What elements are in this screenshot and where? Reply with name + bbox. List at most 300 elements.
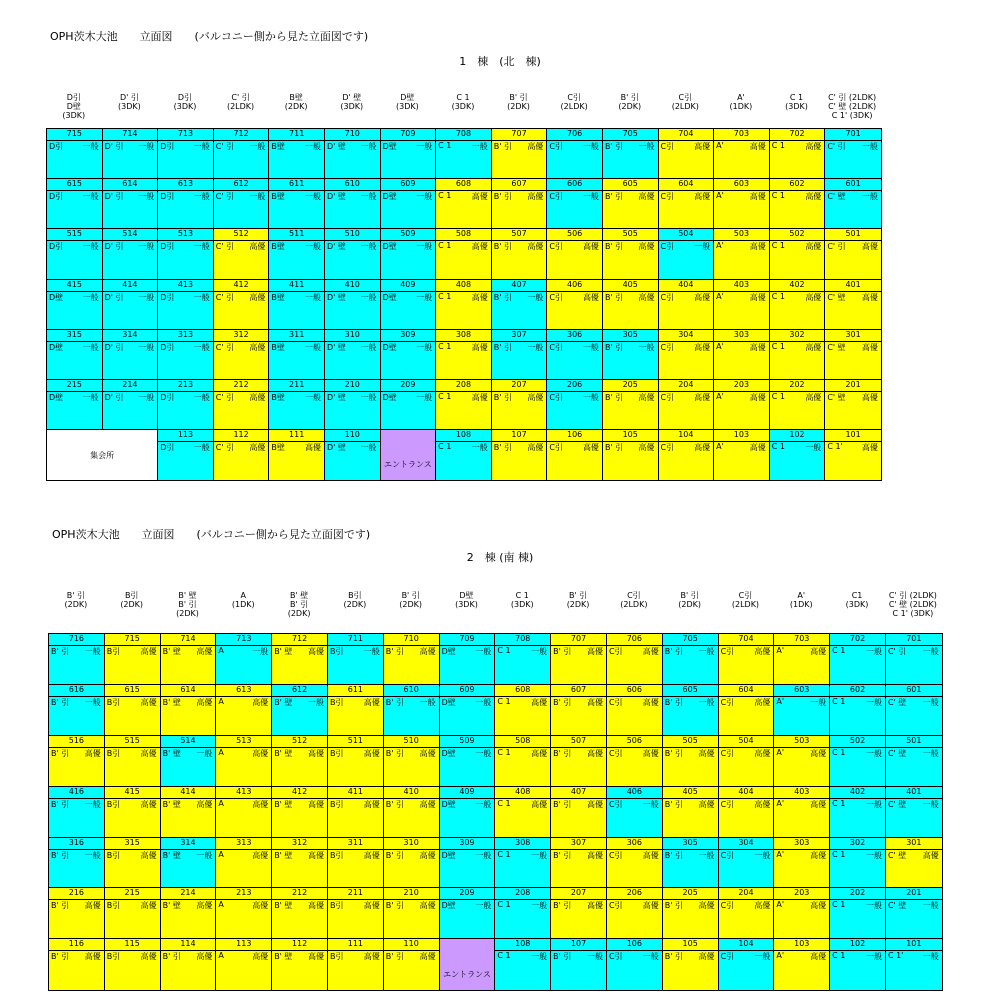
unit-cell[interactable] [603, 179, 659, 229]
unit-cell[interactable] [774, 787, 830, 838]
unit-cell[interactable] [269, 330, 325, 380]
unit-cell[interactable] [607, 939, 663, 990]
unit-cell[interactable] [103, 280, 159, 330]
unit-type: B' 引 [51, 850, 70, 860]
unit-priority: 高優 [694, 192, 711, 202]
unit-cell[interactable] [830, 888, 886, 939]
unit-cell[interactable] [825, 280, 881, 330]
unit-type: B' 引 [664, 850, 683, 860]
unit-cell[interactable] [381, 380, 437, 430]
unit-cell[interactable] [105, 838, 161, 889]
unit-cell[interactable] [328, 787, 384, 838]
building2-elevation-grid [48, 633, 943, 991]
unit-cell[interactable] [214, 280, 270, 330]
unit-cell[interactable] [47, 179, 103, 229]
unit-cell[interactable] [328, 939, 384, 990]
unit-cell[interactable] [381, 179, 437, 229]
unit-cell[interactable] [607, 787, 663, 838]
unit-cell[interactable] [49, 838, 105, 889]
unit-type: C' 壁 [827, 342, 846, 352]
floor-row [47, 380, 881, 430]
unit-cell[interactable] [774, 939, 830, 990]
unit-cell[interactable] [269, 229, 325, 279]
unit-cell[interactable] [886, 685, 942, 736]
unit-cell[interactable] [381, 129, 437, 179]
unit-cell[interactable] [161, 685, 217, 736]
unit-cell[interactable] [663, 685, 719, 736]
unit-cell[interactable] [886, 939, 942, 990]
unit-cell[interactable] [216, 838, 272, 889]
unit-cell[interactable] [384, 736, 440, 787]
unit-cell[interactable] [663, 736, 719, 787]
unit-cell[interactable] [381, 330, 437, 380]
unit-number: 302 [830, 838, 885, 850]
unit-cell[interactable] [105, 634, 161, 685]
unit-number: 412 [272, 787, 327, 799]
unit-cell[interactable] [492, 380, 548, 430]
unit-type: C 1 [771, 141, 785, 150]
unit-cell[interactable] [663, 634, 719, 685]
unit-cell[interactable] [436, 179, 492, 229]
unit-priority: 高優 [861, 292, 878, 302]
unit-cell[interactable] [663, 888, 719, 939]
unit-number: 512 [214, 229, 269, 241]
unit-type: B' 引 [51, 647, 70, 656]
unit-type: D壁 [49, 392, 64, 402]
unit-type: C 1 [438, 241, 452, 251]
unit-cell[interactable] [269, 280, 325, 330]
unit-cell[interactable] [47, 330, 103, 380]
unit-cell[interactable] [825, 129, 881, 179]
unit-cell[interactable] [384, 838, 440, 889]
unit-cell[interactable] [272, 888, 328, 939]
unit-number: 213 [216, 888, 271, 900]
unit-number: 608 [436, 179, 491, 191]
unit-cell[interactable] [607, 736, 663, 787]
unit-cell[interactable] [659, 280, 715, 330]
unit-cell[interactable] [774, 634, 830, 685]
unit-cell[interactable] [384, 634, 440, 685]
unit-priority: 一般 [82, 242, 99, 252]
unit-cell[interactable] [105, 939, 161, 990]
unit-cell[interactable] [719, 838, 775, 889]
unit-cell[interactable] [436, 229, 492, 279]
unit-cell[interactable] [272, 736, 328, 787]
unit-cell[interactable] [440, 634, 496, 685]
unit-cell[interactable] [492, 280, 548, 330]
unit-cell[interactable] [825, 179, 881, 229]
unit-cell[interactable] [328, 736, 384, 787]
unit-number: 615 [47, 179, 102, 191]
unit-priority: 一般 [642, 799, 659, 809]
unit-cell[interactable] [158, 280, 214, 330]
unit-cell[interactable] [158, 330, 214, 380]
unit-cell[interactable] [603, 380, 659, 430]
unit-cell[interactable] [214, 330, 270, 380]
unit-cell[interactable] [886, 634, 942, 685]
unit-priority: 一般 [304, 242, 321, 252]
unit-number: 311 [328, 838, 383, 850]
unit-cell[interactable] [325, 430, 381, 480]
unit-cell[interactable] [607, 634, 663, 685]
unit-priority: 高優 [307, 901, 324, 911]
unit-cell[interactable] [325, 380, 381, 430]
unit-cell[interactable] [161, 888, 217, 939]
unit-cell[interactable] [830, 787, 886, 838]
unit-priority: 一般 [475, 748, 492, 758]
unit-cell[interactable] [161, 838, 217, 889]
unit-cell[interactable] [105, 736, 161, 787]
unit-number: 710 [325, 129, 380, 141]
unit-cell[interactable] [269, 380, 325, 430]
unit-cell[interactable] [659, 430, 715, 480]
unit-cell[interactable] [495, 939, 551, 990]
unit-cell[interactable] [216, 939, 272, 990]
unit-cell[interactable] [440, 888, 496, 939]
unit-cell[interactable] [830, 838, 886, 889]
unit-number: 201 [886, 888, 942, 900]
unit-cell[interactable] [328, 838, 384, 889]
unit-cell[interactable] [492, 179, 548, 229]
unit-priority: 高優 [586, 748, 603, 758]
unit-cell[interactable] [103, 330, 159, 380]
unit-number: 304 [719, 838, 774, 850]
unit-cell[interactable] [770, 129, 826, 179]
unit-type: B' 引 [385, 799, 405, 809]
unit-priority: 高優 [471, 342, 488, 352]
unit-type: C引 [549, 292, 563, 302]
unit-number: 503 [714, 229, 769, 241]
unit-cell[interactable] [47, 129, 103, 179]
unit-type: C 1 [832, 900, 846, 910]
unit-priority: 高優 [252, 901, 269, 911]
unit-cell[interactable] [603, 330, 659, 380]
column-header: C引 (2LDK) [731, 591, 760, 609]
unit-cell[interactable] [325, 229, 381, 279]
unit-priority: 一般 [416, 292, 433, 302]
unit-cell[interactable] [272, 939, 328, 990]
unit-cell[interactable] [547, 330, 603, 380]
unit-cell[interactable] [663, 838, 719, 889]
unit-cell[interactable] [603, 280, 659, 330]
unit-priority: 高優 [749, 443, 766, 453]
unit-number: 211 [328, 888, 383, 900]
unit-cell[interactable] [158, 129, 214, 179]
unit-type: B引 [329, 952, 344, 962]
unit-cell[interactable] [770, 179, 826, 229]
unit-cell[interactable] [381, 229, 437, 279]
unit-cell[interactable] [492, 430, 548, 480]
entrance-cell [440, 939, 496, 990]
unit-cell[interactable] [547, 380, 603, 430]
unit-cell[interactable] [547, 430, 603, 480]
unit-cell[interactable] [714, 380, 770, 430]
unit-cell[interactable] [105, 787, 161, 838]
unit-number: 104 [719, 939, 774, 951]
unit-cell[interactable] [547, 179, 603, 229]
unit-type: C引 [720, 748, 735, 758]
unit-cell[interactable] [714, 179, 770, 229]
unit-cell[interactable] [603, 129, 659, 179]
unit-type: B' 引 [664, 748, 683, 758]
unit-type: D' 壁 [326, 142, 346, 151]
unit-cell[interactable] [161, 939, 217, 990]
unit-number: 302 [770, 330, 825, 342]
unit-cell[interactable] [49, 736, 105, 787]
unit-cell[interactable] [49, 634, 105, 685]
unit-cell[interactable] [492, 229, 548, 279]
unit-cell[interactable] [551, 888, 607, 939]
unit-cell[interactable] [384, 685, 440, 736]
unit-cell[interactable] [714, 330, 770, 380]
unit-type: A' [776, 646, 785, 655]
unit-cell[interactable] [719, 888, 775, 939]
unit-type: B' 引 [664, 799, 683, 809]
unit-cell[interactable] [214, 430, 270, 480]
unit-cell[interactable] [216, 685, 272, 736]
unit-cell[interactable] [551, 787, 607, 838]
unit-cell[interactable] [214, 129, 270, 179]
unit-cell[interactable] [49, 685, 105, 736]
unit-priority: 高優 [140, 901, 157, 911]
unit-cell[interactable] [384, 888, 440, 939]
unit-cell[interactable] [325, 179, 381, 229]
unit-cell[interactable] [440, 736, 496, 787]
unit-type: B' 壁 [162, 647, 181, 656]
unit-cell[interactable] [770, 280, 826, 330]
unit-cell[interactable] [886, 787, 942, 838]
unit-cell[interactable] [328, 685, 384, 736]
unit-cell[interactable] [830, 685, 886, 736]
unit-cell[interactable] [272, 634, 328, 685]
unit-cell[interactable] [886, 838, 942, 889]
unit-cell[interactable] [659, 179, 715, 229]
unit-priority: 一般 [249, 192, 266, 202]
unit-cell[interactable] [328, 888, 384, 939]
unit-cell[interactable] [47, 380, 103, 430]
unit-cell[interactable] [384, 787, 440, 838]
unit-cell[interactable] [830, 634, 886, 685]
unit-priority: 一般 [475, 697, 492, 707]
unit-type: C引 [608, 952, 623, 962]
unit-number: 705 [663, 634, 718, 646]
unit-cell[interactable] [269, 179, 325, 229]
unit-number: 407 [492, 280, 547, 292]
unit-cell[interactable] [551, 939, 607, 990]
unit-cell[interactable] [492, 330, 548, 380]
unit-priority: 高優 [642, 647, 659, 656]
unit-type: C 1 [771, 291, 785, 301]
unit-type: B' 引 [664, 952, 683, 962]
unit-cell[interactable] [161, 736, 217, 787]
unit-cell[interactable] [659, 330, 715, 380]
unit-cell[interactable] [886, 736, 942, 787]
unit-type: D引 [49, 192, 64, 202]
unit-cell[interactable] [495, 888, 551, 939]
unit-priority: 一般 [922, 748, 939, 758]
unit-cell[interactable] [830, 939, 886, 990]
unit-type: B' 引 [385, 952, 405, 962]
unit-cell[interactable] [158, 179, 214, 229]
unit-cell[interactable] [659, 129, 715, 179]
unit-cell[interactable] [272, 838, 328, 889]
unit-cell[interactable] [830, 736, 886, 787]
unit-number: 203 [714, 380, 769, 392]
unit-cell[interactable] [770, 430, 826, 480]
unit-cell[interactable] [269, 129, 325, 179]
unit-cell[interactable] [825, 430, 881, 480]
unit-cell[interactable] [603, 229, 659, 279]
unit-cell[interactable] [774, 838, 830, 889]
unit-cell[interactable] [105, 888, 161, 939]
unit-cell[interactable] [269, 430, 325, 480]
unit-cell[interactable] [663, 939, 719, 990]
unit-cell[interactable] [105, 685, 161, 736]
unit-type: B' 引 [162, 952, 181, 962]
unit-cell[interactable] [659, 380, 715, 430]
unit-cell[interactable] [547, 280, 603, 330]
unit-number: 515 [47, 229, 102, 241]
unit-cell[interactable] [214, 229, 270, 279]
unit-priority: 高優 [307, 799, 324, 809]
unit-number: 407 [551, 787, 606, 799]
unit-type: C 1 [771, 442, 785, 452]
unit-cell[interactable] [440, 838, 496, 889]
unit-number: 113 [158, 430, 213, 442]
unit-cell[interactable] [607, 685, 663, 736]
unit-cell[interactable] [49, 939, 105, 990]
unit-cell[interactable] [272, 685, 328, 736]
unit-cell[interactable] [436, 380, 492, 430]
unit-cell[interactable] [825, 229, 881, 279]
unit-cell[interactable] [495, 736, 551, 787]
unit-cell[interactable] [436, 129, 492, 179]
column-header: D壁 (3DK) [395, 93, 419, 111]
unit-number: 713 [158, 129, 213, 141]
unit-cell[interactable] [719, 787, 775, 838]
unit-cell[interactable] [714, 430, 770, 480]
unit-cell[interactable] [551, 838, 607, 889]
unit-cell[interactable] [47, 280, 103, 330]
unit-cell[interactable] [719, 685, 775, 736]
unit-cell[interactable] [774, 685, 830, 736]
unit-cell[interactable] [659, 229, 715, 279]
unit-cell[interactable] [325, 330, 381, 380]
unit-cell[interactable] [216, 736, 272, 787]
unit-cell[interactable] [103, 129, 159, 179]
unit-cell[interactable] [325, 129, 381, 179]
unit-cell[interactable] [825, 330, 881, 380]
unit-cell[interactable] [495, 787, 551, 838]
unit-cell[interactable] [440, 685, 496, 736]
unit-cell[interactable] [607, 838, 663, 889]
unit-number: 202 [770, 380, 825, 392]
unit-number: 316 [49, 838, 104, 850]
unit-cell[interactable] [103, 179, 159, 229]
unit-cell[interactable] [825, 380, 881, 430]
unit-cell[interactable] [495, 685, 551, 736]
unit-cell[interactable] [714, 129, 770, 179]
unit-cell[interactable] [158, 430, 214, 480]
unit-cell[interactable] [774, 888, 830, 939]
unit-cell[interactable] [495, 838, 551, 889]
unit-cell[interactable] [381, 280, 437, 330]
unit-cell[interactable] [603, 430, 659, 480]
unit-cell[interactable] [436, 280, 492, 330]
unit-cell[interactable] [714, 280, 770, 330]
unit-cell[interactable] [272, 787, 328, 838]
unit-cell[interactable] [328, 634, 384, 685]
unit-cell[interactable] [770, 330, 826, 380]
unit-cell[interactable] [495, 634, 551, 685]
unit-cell[interactable] [770, 229, 826, 279]
unit-cell[interactable] [161, 787, 217, 838]
unit-cell[interactable] [663, 787, 719, 838]
unit-cell[interactable] [551, 736, 607, 787]
unit-cell[interactable] [103, 380, 159, 430]
unit-priority: 高優 [586, 901, 603, 911]
unit-cell[interactable] [49, 888, 105, 939]
unit-cell[interactable] [719, 634, 775, 685]
unit-cell[interactable] [384, 939, 440, 990]
unit-type: C 1 [771, 341, 785, 351]
unit-cell[interactable] [492, 129, 548, 179]
unit-cell[interactable] [440, 787, 496, 838]
unit-cell[interactable] [49, 787, 105, 838]
unit-cell[interactable] [547, 129, 603, 179]
unit-number: 605 [603, 179, 658, 191]
unit-type: B' 引 [51, 748, 70, 758]
unit-priority: 一般 [304, 292, 321, 302]
unit-cell[interactable] [774, 736, 830, 787]
unit-cell[interactable] [161, 634, 217, 685]
unit-cell[interactable] [551, 634, 607, 685]
unit-cell[interactable] [325, 280, 381, 330]
unit-number: 711 [269, 129, 324, 141]
unit-cell[interactable] [719, 736, 775, 787]
unit-priority: 一般 [865, 850, 882, 860]
unit-cell[interactable] [436, 430, 492, 480]
unit-cell[interactable] [436, 330, 492, 380]
unit-cell[interactable] [216, 787, 272, 838]
unit-priority: 高優 [471, 192, 488, 202]
unit-cell[interactable] [216, 634, 272, 685]
unit-number: 110 [384, 939, 439, 951]
unit-number: 307 [551, 838, 606, 850]
unit-cell[interactable] [103, 229, 159, 279]
unit-number: 416 [49, 787, 104, 799]
unit-cell[interactable] [551, 685, 607, 736]
unit-cell[interactable] [770, 380, 826, 430]
unit-cell[interactable] [158, 229, 214, 279]
unit-cell[interactable] [47, 229, 103, 279]
unit-cell[interactable] [547, 229, 603, 279]
unit-type: B' 引 [493, 242, 512, 252]
unit-cell[interactable] [214, 179, 270, 229]
unit-cell[interactable] [216, 888, 272, 939]
unit-cell[interactable] [214, 380, 270, 430]
unit-priority: 高優 [419, 799, 436, 809]
unit-cell[interactable] [158, 380, 214, 430]
unit-cell[interactable] [714, 229, 770, 279]
unit-type: B' 引 [493, 192, 512, 202]
unit-type: C 1 [771, 391, 785, 401]
unit-cell[interactable] [886, 888, 942, 939]
unit-cell[interactable] [719, 939, 775, 990]
unit-cell[interactable] [607, 888, 663, 939]
unit-number: 105 [663, 939, 718, 951]
unit-priority: 高優 [805, 342, 822, 352]
